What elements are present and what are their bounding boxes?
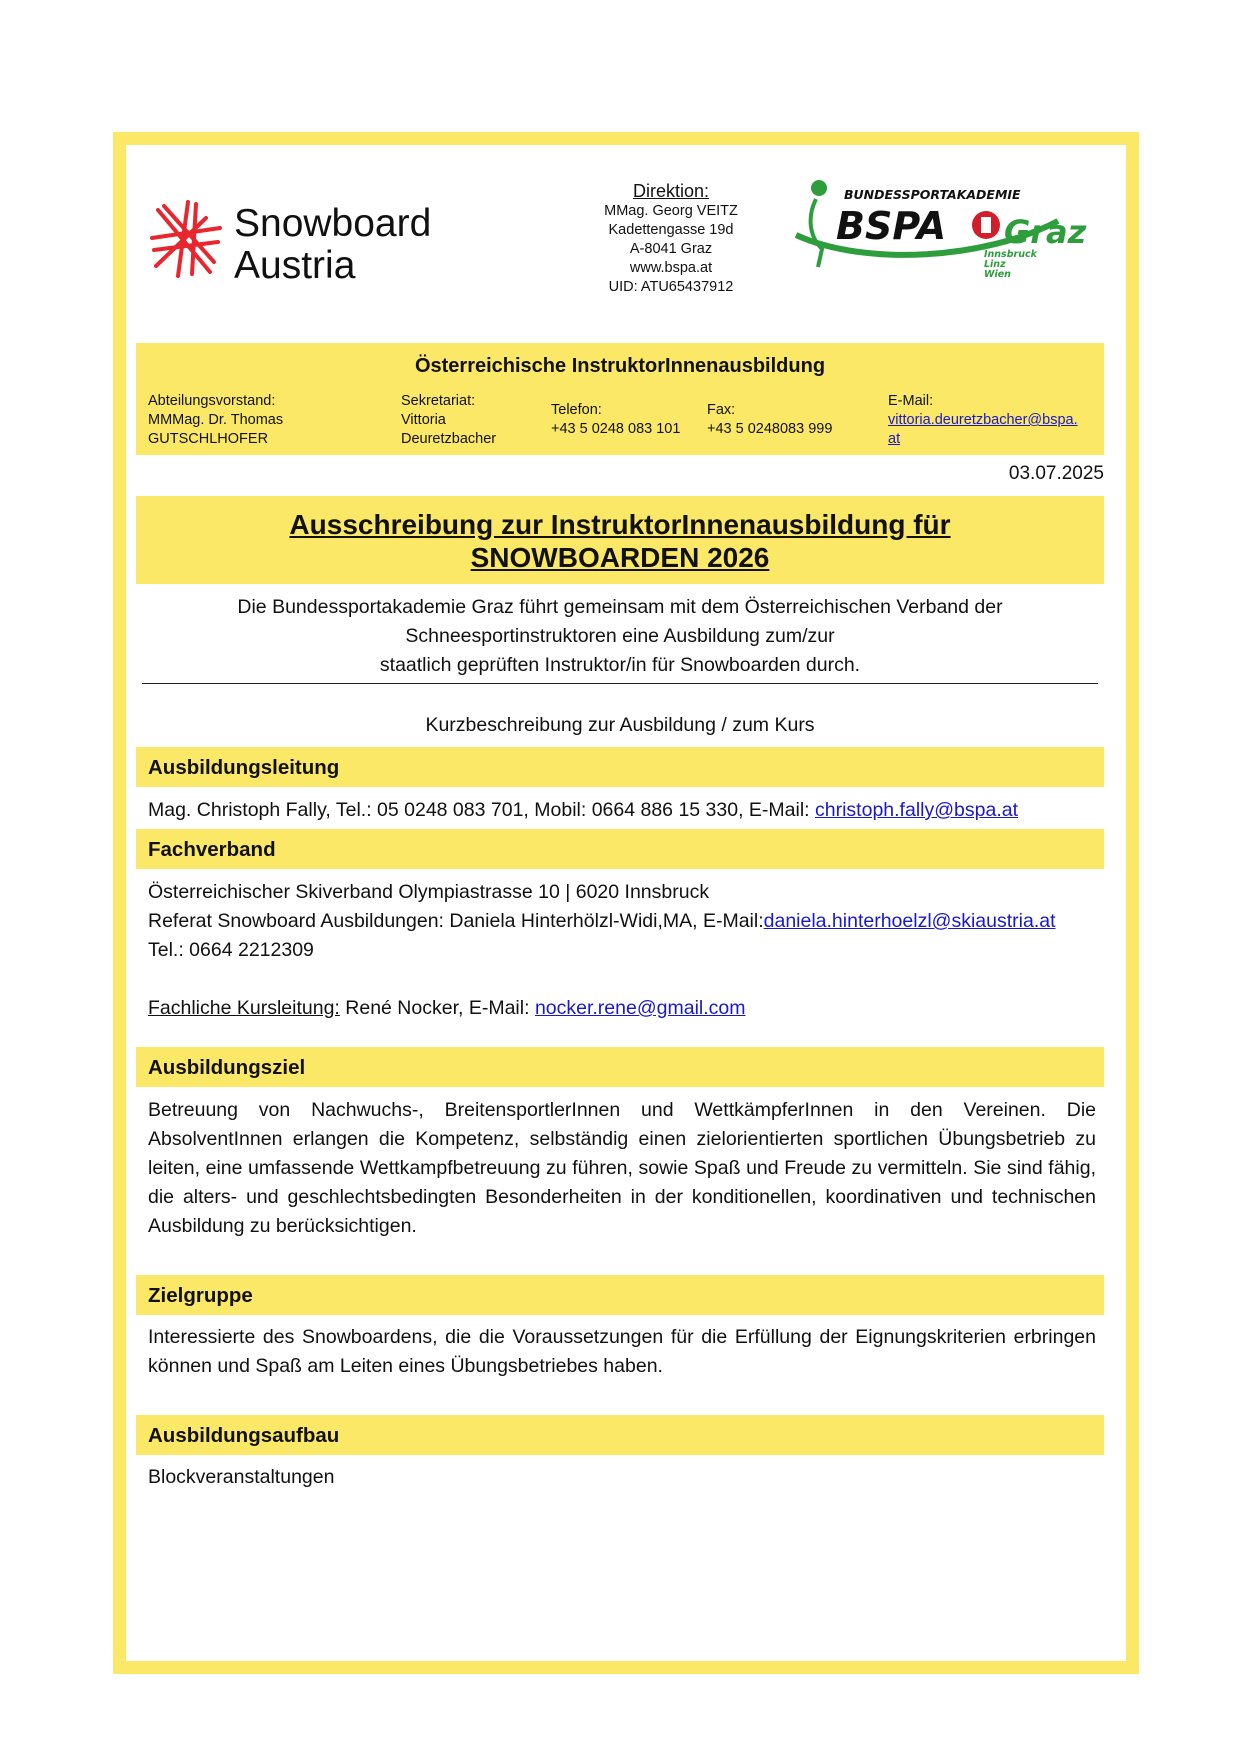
section-aufbau-header bbox=[136, 1415, 1104, 1455]
section-fachverband-header bbox=[136, 829, 1104, 869]
svg-text:Innsbruck: Innsbruck bbox=[984, 249, 1037, 260]
course-subtitle: Kurzbeschreibung zur Ausbildung / zum Kurs bbox=[425, 714, 815, 736]
direktion-web: www.bspa.at bbox=[629, 260, 713, 276]
fachverband-text bbox=[148, 878, 1096, 1023]
direktion-uid: UID: ATU65437912 bbox=[608, 279, 734, 295]
aufbau-text: Blockveranstaltungen bbox=[148, 1466, 335, 1488]
email-link-line-1[interactable]: vittoria.deuretzbacher@bspa. bbox=[888, 412, 1078, 428]
section-ziel-title: Ausbildungsziel bbox=[148, 1056, 306, 1079]
department-name-2: GUTSCHLHOFER bbox=[148, 431, 269, 447]
department-label: Abteilungsvorstand: bbox=[148, 393, 276, 409]
title-line-2: SNOWBOARDEN 2026 bbox=[470, 542, 770, 573]
kursleitung-text: René Nocker, E-Mail: bbox=[339, 997, 535, 1019]
section-zielgruppe-title: Zielgruppe bbox=[148, 1284, 253, 1307]
page-frame bbox=[113, 132, 1139, 1674]
zielgruppe-text: Interessierte des Snowboardens, die die Voraussetzungen für die Erfüllung der Eignungskriterien erbringen können und Spaß am Leiten eines Übungsbetriebes haben. bbox=[148, 1326, 1096, 1377]
program-info-band bbox=[136, 343, 1104, 455]
direktion-street: Kadettengasse 19d bbox=[608, 222, 734, 238]
fax-label: Fax: bbox=[707, 402, 736, 418]
section-zielgruppe-header bbox=[136, 1275, 1104, 1315]
direktion-city: A-8041 Graz bbox=[629, 241, 713, 257]
direktion-name: MMag. Georg VEITZ bbox=[604, 203, 738, 219]
leitung-contact: Mag. Christoph Fally, Tel.: 05 0248 083 701, Mobil: 0664 886 15 330, E-Mail: bbox=[148, 799, 816, 821]
document-title bbox=[136, 508, 1104, 574]
section-leitung-title: Ausbildungsleitung bbox=[148, 756, 340, 779]
ziel-text: Betreuung von Nachwuchs-, BreitensportlerInnen und WettkämpferInnen in den Vereinen. Die AbsolventInnen erlangen die Kompetenz, selbständig einen zielorientierten sportlichen Übungsbetrieb zu leiten, eine umfassende Wettkampfbetreuung zu führen, sowie Spaß und Freude zu vermitteln. Sie sind fähig, die alters- und geschlechtsbedingten Besonderheiten in der konditionellen, koordinativen und technischen Ausbildung zu berücksichtigen. bbox=[148, 1099, 1096, 1237]
svg-text:BSPA: BSPA bbox=[836, 204, 947, 248]
fachverband-email-link[interactable]: daniela.hinterhoelzl@skiaustria.at bbox=[763, 910, 1056, 932]
logo-line-2: Austria bbox=[234, 244, 356, 287]
section-aufbau-title: Ausbildungsaufbau bbox=[148, 1424, 340, 1447]
section-fachverband-title: Fachverband bbox=[148, 838, 276, 861]
secretariat-label: Sekretariat: bbox=[401, 393, 476, 409]
fax-value: +43 5 0248083 999 bbox=[707, 421, 833, 437]
phone-cell bbox=[551, 401, 680, 439]
snowboard-austria-logo-icon bbox=[148, 200, 224, 280]
intro-line-1: Die Bundessportakademie Graz führt gemeinsam mit dem Österreichischen Verband der bbox=[237, 596, 1003, 618]
intro-line-3: staatlich geprüften Instruktor/in für Snowboarden durch. bbox=[379, 654, 861, 676]
kursleitung-email-link[interactable]: nocker.rene@gmail.com bbox=[534, 997, 746, 1019]
document-date: 03.07.2025 bbox=[1008, 463, 1104, 484]
secretariat-name-2: Deuretzbacher bbox=[401, 431, 497, 447]
section-ziel-header bbox=[136, 1047, 1104, 1087]
program-title: Österreichische InstruktorInnenausbildung bbox=[414, 355, 826, 377]
fachverband-address: Österreichischer Skiverband Olympiastrasse 10 | 6020 Innsbruck bbox=[148, 881, 710, 903]
svg-text:Wien: Wien bbox=[984, 269, 1011, 280]
email-cell bbox=[888, 392, 1078, 449]
intro-line-2: Schneesportinstruktoren eine Ausbildung zum/zur bbox=[405, 625, 835, 647]
svg-text:BUNDESSPORTAKADEMIE: BUNDESSPORTAKADEMIE bbox=[844, 187, 1021, 202]
logo-line-1: Snowboard bbox=[234, 202, 432, 245]
kursleitung-label: Fachliche Kursleitung: bbox=[148, 997, 340, 1019]
title-band bbox=[136, 496, 1104, 584]
email-label: E-Mail: bbox=[888, 393, 934, 409]
secretariat-name-1: Vittoria bbox=[401, 412, 446, 428]
leitung-email-link[interactable]: christoph.fally@bspa.at bbox=[815, 799, 1018, 821]
secretariat-cell bbox=[401, 392, 496, 449]
leitung-text bbox=[148, 796, 1096, 825]
direktion-title: Direktion: bbox=[632, 181, 710, 201]
direktion-block bbox=[536, 180, 806, 297]
svg-text:Graz: Graz bbox=[1004, 213, 1087, 251]
svg-text:Linz: Linz bbox=[984, 259, 1006, 270]
fachverband-referat: Referat Snowboard Ausbildungen: Daniela Hinterhölzl-Widi,MA, E-Mail: bbox=[148, 910, 764, 932]
department-name-1: MMMag. Dr. Thomas bbox=[148, 412, 284, 428]
phone-value: +43 5 0248 083 101 bbox=[551, 421, 681, 437]
phone-label: Telefon: bbox=[551, 402, 602, 418]
snowboard-austria-wordmark bbox=[234, 203, 431, 287]
section-leitung-header bbox=[136, 747, 1104, 787]
email-link-line-2[interactable]: at bbox=[888, 431, 901, 447]
divider bbox=[142, 683, 1098, 684]
fachverband-phone: Tel.: 0664 2212309 bbox=[148, 939, 314, 961]
intro-text bbox=[136, 593, 1104, 680]
bspa-graz-logo-icon bbox=[786, 175, 1096, 285]
title-line-1: Ausschreibung zur InstruktorInnenausbildung für bbox=[289, 509, 951, 540]
fax-cell bbox=[707, 401, 832, 439]
department-cell bbox=[148, 392, 283, 449]
